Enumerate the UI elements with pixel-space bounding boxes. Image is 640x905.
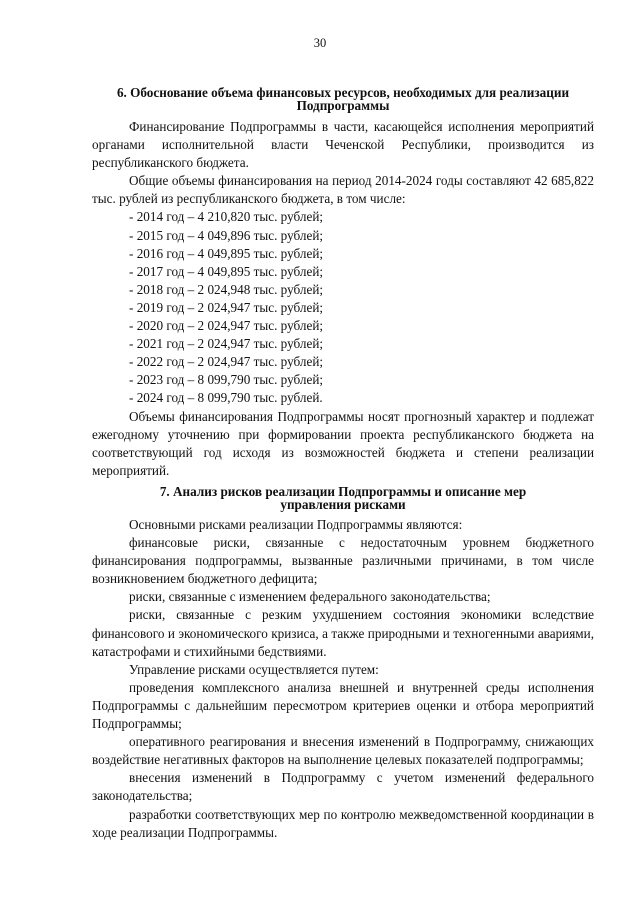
- section-6-paragraph-2: Общие объемы финансирования на период 2014-2024 годы составляют 42 685,822 тыс. рублей из республиканского бюджета, в том числе:: [92, 173, 594, 207]
- section-7-paragraph: риски, связанные с резким ухудшением состояния экономики вследствие финансового и экономического кризиса, а также природными и техногенными авариями, катастрофами и стихийными бедствиями.: [92, 607, 594, 659]
- list-item: - 2016 год – 4 049,895 тыс. рублей;: [129, 245, 324, 261]
- list-item: - 2017 год – 4 049,895 тыс. рублей;: [129, 263, 324, 279]
- section-7-title-line1: 7. Анализ рисков реализации Подпрограммы и описание мер: [159, 484, 527, 499]
- list-item: - 2022 год – 2 024,947 тыс. рублей;: [129, 354, 324, 370]
- section-7-heading: [92, 485, 594, 511]
- section-7-paragraph: Основными рисками реализации Подпрограммы являются:: [129, 517, 463, 532]
- section-7-body: [92, 516, 594, 842]
- section-7-paragraph: оперативного реагирования и внесения изменений в Подпрограмму, снижающих воздействие негативных факторов на выполнение целевых показателей подпрограммы;: [92, 734, 594, 768]
- list-item: - 2019 год – 2 024,947 тыс. рублей;: [129, 299, 324, 315]
- list-item: - 2018 год – 2 024,948 тыс. рублей;: [129, 281, 324, 297]
- section-7-paragraph: риски, связанные с изменением федерального законодательства;: [129, 589, 491, 605]
- list-item: - 2021 год – 2 024,947 тыс. рублей;: [129, 336, 324, 352]
- funding-by-year-list: [92, 208, 594, 407]
- list-item: - 2020 год – 2 024,947 тыс. рублей;: [129, 318, 324, 334]
- section-7-paragraph: внесения изменений в Подпрограмму с учетом изменений федерального законодательства;: [92, 770, 594, 804]
- section-6-title-line2: Подпрограммы: [296, 98, 390, 113]
- section-6-heading: [92, 86, 594, 112]
- section-6-title-line1: 6. Обоснование объема финансовых ресурсов, необходимых для реализации: [116, 85, 570, 100]
- list-item: - 2015 год – 4 049,896 тыс. рублей;: [129, 227, 324, 243]
- section-7-paragraph: Управление рисками осуществляется путем:: [129, 661, 379, 677]
- list-item: - 2024 год – 8 099,790 тыс. рублей.: [129, 390, 323, 406]
- list-item: - 2014 год – 4 210,820 тыс. рублей;: [129, 209, 324, 225]
- section-7-paragraph: проведения комплексного анализа внешней и внутренней среды исполнения Подпрограммы с дальнейшим пересмотром критериев оценки и отбора мероприятий Подпрограммы;: [92, 679, 594, 732]
- section-6-paragraph-1: Финансирование Подпрограммы в части, касающейся исполнения мероприятий органами исполнительной власти Чеченской Республики, производится из республиканского бюджета.: [92, 119, 594, 171]
- page-number: 30: [313, 36, 327, 50]
- section-6-paragraph-3: Объемы финансирования Подпрограммы носят прогнозный характер и подлежат ежегодному уточнению при формировании проекта республиканского бюджета на соответствующий год исходя из возможностей бюджета и степени реализации мероприятий.: [92, 408, 594, 478]
- section-6-body: [92, 118, 594, 480]
- section-7-paragraph: финансовые риски, связанные с недостаточным уровнем бюджетного финансирования подпрограммы, вызванные различными причинами, в том числе возникновением бюджетного дефицита;: [92, 535, 594, 587]
- section-7-title-line2: управления рисками: [280, 497, 406, 512]
- section-7-paragraph: разработки соответствующих мер по контролю межведомственной координации в ходе реализации Подпрограммы.: [92, 806, 594, 840]
- list-item: - 2023 год – 8 099,790 тыс. рублей;: [129, 372, 324, 388]
